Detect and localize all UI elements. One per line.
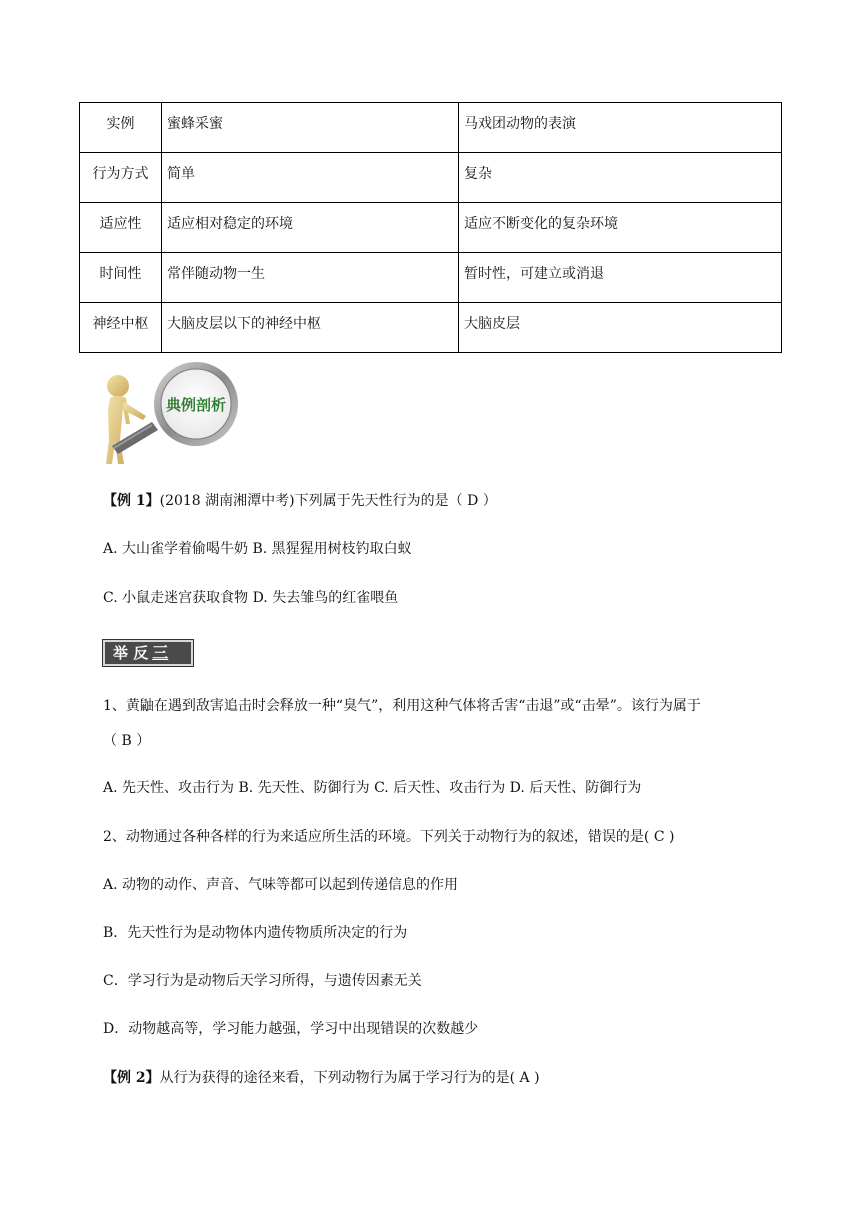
innate-cell: 大脑皮层以下的神经中枢 [162, 303, 459, 353]
innate-cell: 适应相对稳定的环境 [162, 203, 459, 253]
example-1-question: (2018 湖南湘潭中考)下列属于先天性行为的是（ D ） [159, 493, 497, 509]
learned-cell: 暂时性，可建立或消退 [459, 253, 782, 303]
learned-cell: 适应不断变化的复杂环境 [459, 203, 782, 253]
example-2-question: 从行为获得的途径来看，下列动物行为属于学习行为的是( A ) [159, 1070, 540, 1086]
table-row [80, 253, 782, 303]
example-1 [103, 491, 497, 511]
learned-cell: 大脑皮层 [459, 303, 782, 353]
example-2-tag: 【例 2】 [103, 1070, 160, 1086]
practice-badge [103, 640, 193, 666]
row-label: 神经中枢 [80, 303, 162, 353]
innate-cell: 常伴随动物一生 [162, 253, 459, 303]
example-2 [103, 1068, 540, 1088]
example-1-options-2: C. 小鼠走迷宫获取食物 D. 失去雏鸟的红雀喂鱼 [103, 590, 399, 606]
row-label: 时间性 [80, 253, 162, 303]
table-row [80, 203, 782, 253]
question-2-option-c: C．学习行为是动物后天学习所得，与遗传因素无关 [103, 973, 422, 989]
table-row [80, 153, 782, 203]
row-label: 适应性 [80, 203, 162, 253]
badge-text: 举 反 [113, 644, 149, 662]
question-2-option-a: A. 动物的动作、声音、气味等都可以起到传递信息的作用 [103, 877, 459, 893]
question-2-option-b: B．先天性行为是动物体内遗传物质所决定的行为 [103, 925, 408, 941]
learned-cell: 复杂 [459, 153, 782, 203]
question-2-stem: 2、动物通过各种各样的行为来适应所生活的环境。下列关于动物行为的叙述，错误的是( C ) [103, 829, 675, 845]
innate-cell: 蜜蜂采蜜 [162, 103, 459, 153]
example-1-tag: 【例 1】 [103, 493, 160, 509]
example-1-options-1: A. 大山雀学着偷喝牛奶 B. 黑猩猩用树枝钓取白蚁 [103, 541, 412, 557]
question-1-options: A. 先天性、攻击行为 B. 先天性、防御行为 C. 后天性、攻击行为 D. 后天性、防御行为 [103, 780, 642, 796]
logo-text: 典例剖析 [165, 396, 227, 414]
question-1-stem: 1、黄鼬在遇到敌害追击时会释放一种“臭气”，利用这种气体将舌害“击退”或“击晕”。该行为属于 [103, 698, 701, 714]
row-label: 实例 [80, 103, 162, 153]
magnifier-figure-icon [96, 360, 256, 472]
question-1-answer: （ B ） [103, 733, 151, 749]
badge-suffix: 三 [152, 643, 169, 662]
table-row [80, 303, 782, 353]
innate-cell: 简单 [162, 153, 459, 203]
question-2-option-d: D．动物越高等，学习能力越强，学习中出现错误的次数越少 [103, 1021, 479, 1037]
row-label: 行为方式 [80, 153, 162, 203]
behavior-comparison-table [79, 102, 782, 353]
learned-cell: 马戏团动物的表演 [459, 103, 782, 153]
table-row [80, 103, 782, 153]
